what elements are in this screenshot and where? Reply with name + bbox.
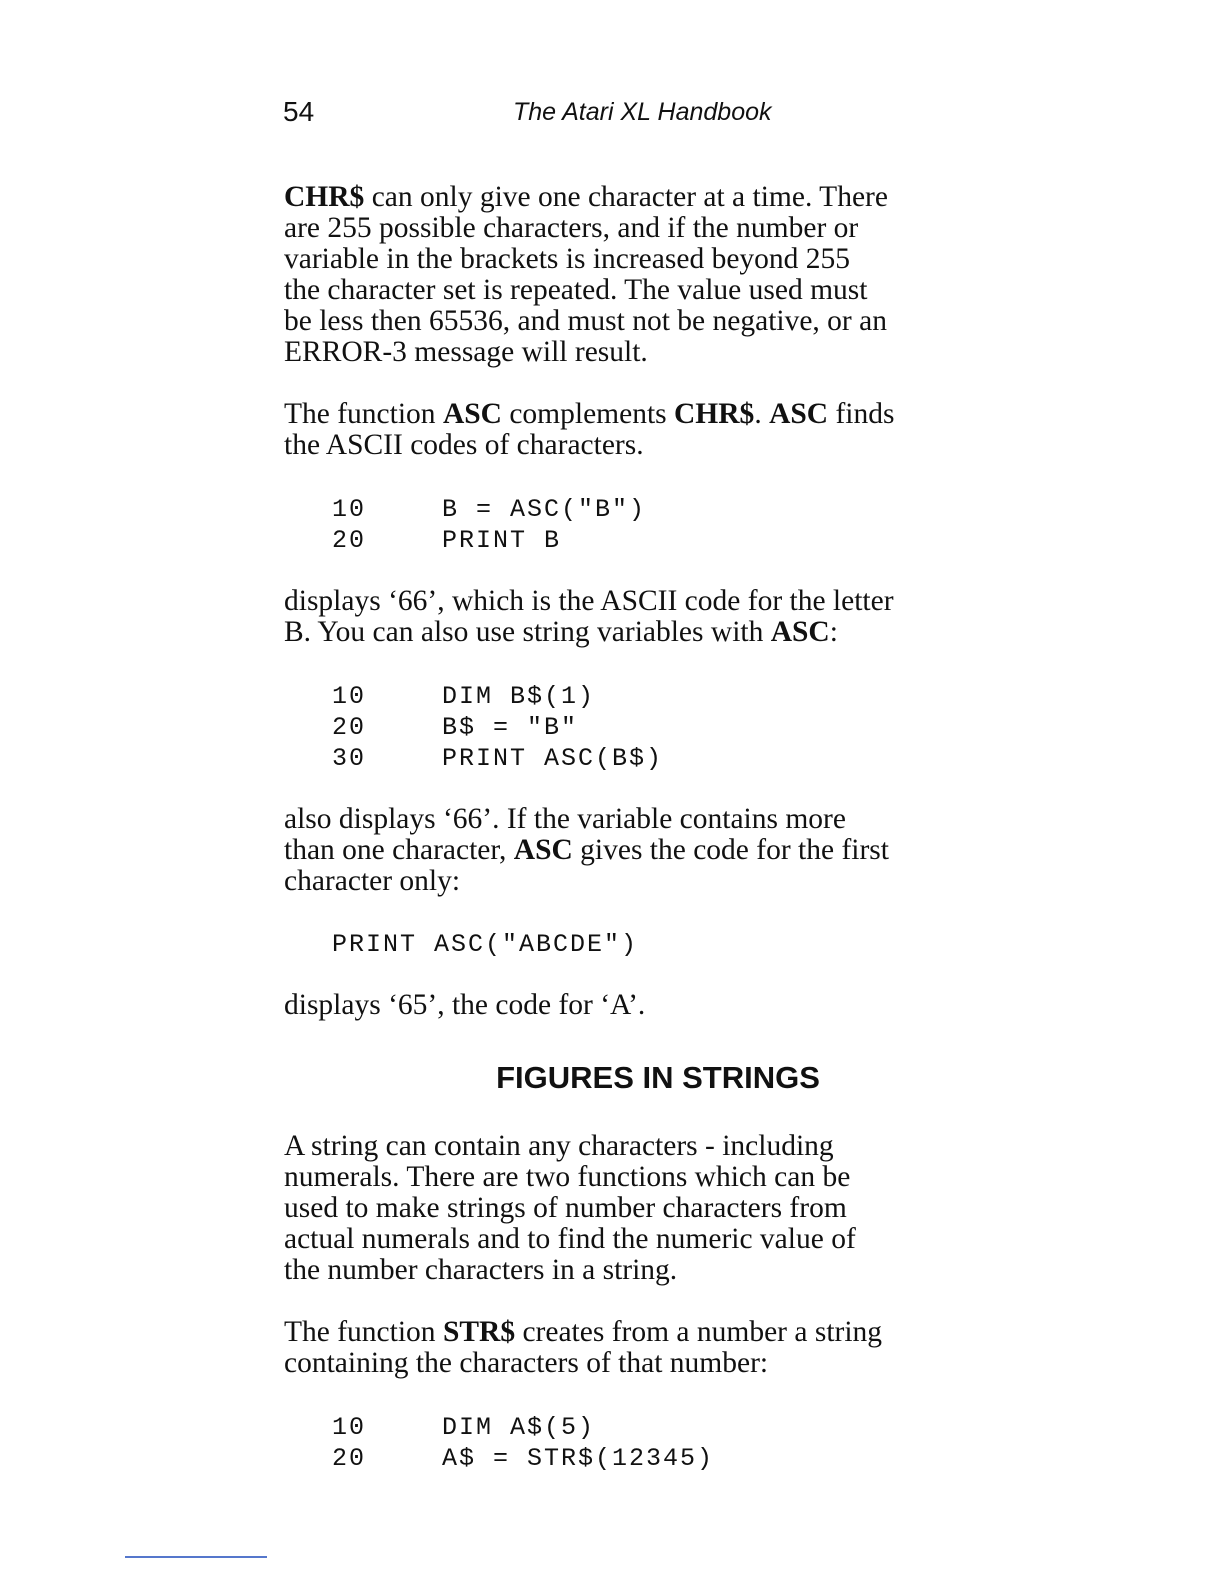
code-listing-3	[332, 929, 638, 960]
keyword-str: STR$	[442, 1316, 516, 1348]
paragraph-str-intro: The function STR$ creates from a number a string containing the characters of that number:	[284, 1316, 883, 1379]
code-line: 10 B = ASC("B")	[332, 495, 647, 524]
paragraph-abcde-result: displays ‘65’, the code for ‘A’.	[284, 989, 646, 1021]
keyword-asc: ASC	[769, 398, 829, 430]
code-line: PRINT ASC("ABCDE")	[332, 930, 639, 959]
code-line: 10 DIM A$(5)	[332, 1413, 596, 1442]
section-heading: FIGURES IN STRINGS	[496, 1060, 820, 1095]
code-listing-4	[332, 1412, 714, 1474]
page-number: 54	[283, 96, 315, 127]
keyword-chr: CHR$	[284, 181, 365, 213]
paragraph-asc-first-char: also displays ‘66’. If the variable contains more than one character, ASC gives the code for the first character only:	[284, 803, 889, 897]
code-listing-1	[332, 494, 646, 556]
code-line: 20 PRINT B	[332, 526, 562, 555]
paragraph-chr-limits: CHR$ can only give one character at a time. There are 255 possible characters, and if the number or variable in the brackets is increased beyond 255 the character set is repeated. The value used must be less then 65536, and must not be negative, or an ERROR-3 message will result.	[284, 181, 888, 368]
code-line: 30 PRINT ASC(B$)	[332, 744, 664, 773]
code-listing-2	[332, 681, 663, 774]
paragraph-asc-result: displays ‘66’, which is the ASCII code for the letter B. You can also use string variables with ASC:	[284, 585, 894, 648]
keyword-asc: ASC	[770, 616, 830, 648]
code-line: 10 DIM B$(1)	[332, 682, 596, 711]
code-line: 20 B$ = "B"	[332, 713, 579, 742]
page-header	[283, 96, 1043, 136]
keyword-chr: CHR$	[674, 398, 755, 430]
keyword-asc: ASC	[442, 398, 502, 430]
keyword-asc: ASC	[513, 834, 573, 866]
code-line: 20 A$ = STR$(12345)	[332, 1444, 715, 1473]
paragraph-asc-intro: The function ASC complements CHR$. ASC finds the ASCII codes of characters.	[284, 398, 895, 461]
paragraph-figures-intro: A string can contain any characters - including numerals. There are two functions which can be used to make strings of number characters from actual numerals and to find the numeric value of the number characters in a string.	[284, 1130, 856, 1286]
running-title: The Atari XL Handbook	[513, 98, 772, 126]
footer-rule	[125, 1556, 267, 1558]
